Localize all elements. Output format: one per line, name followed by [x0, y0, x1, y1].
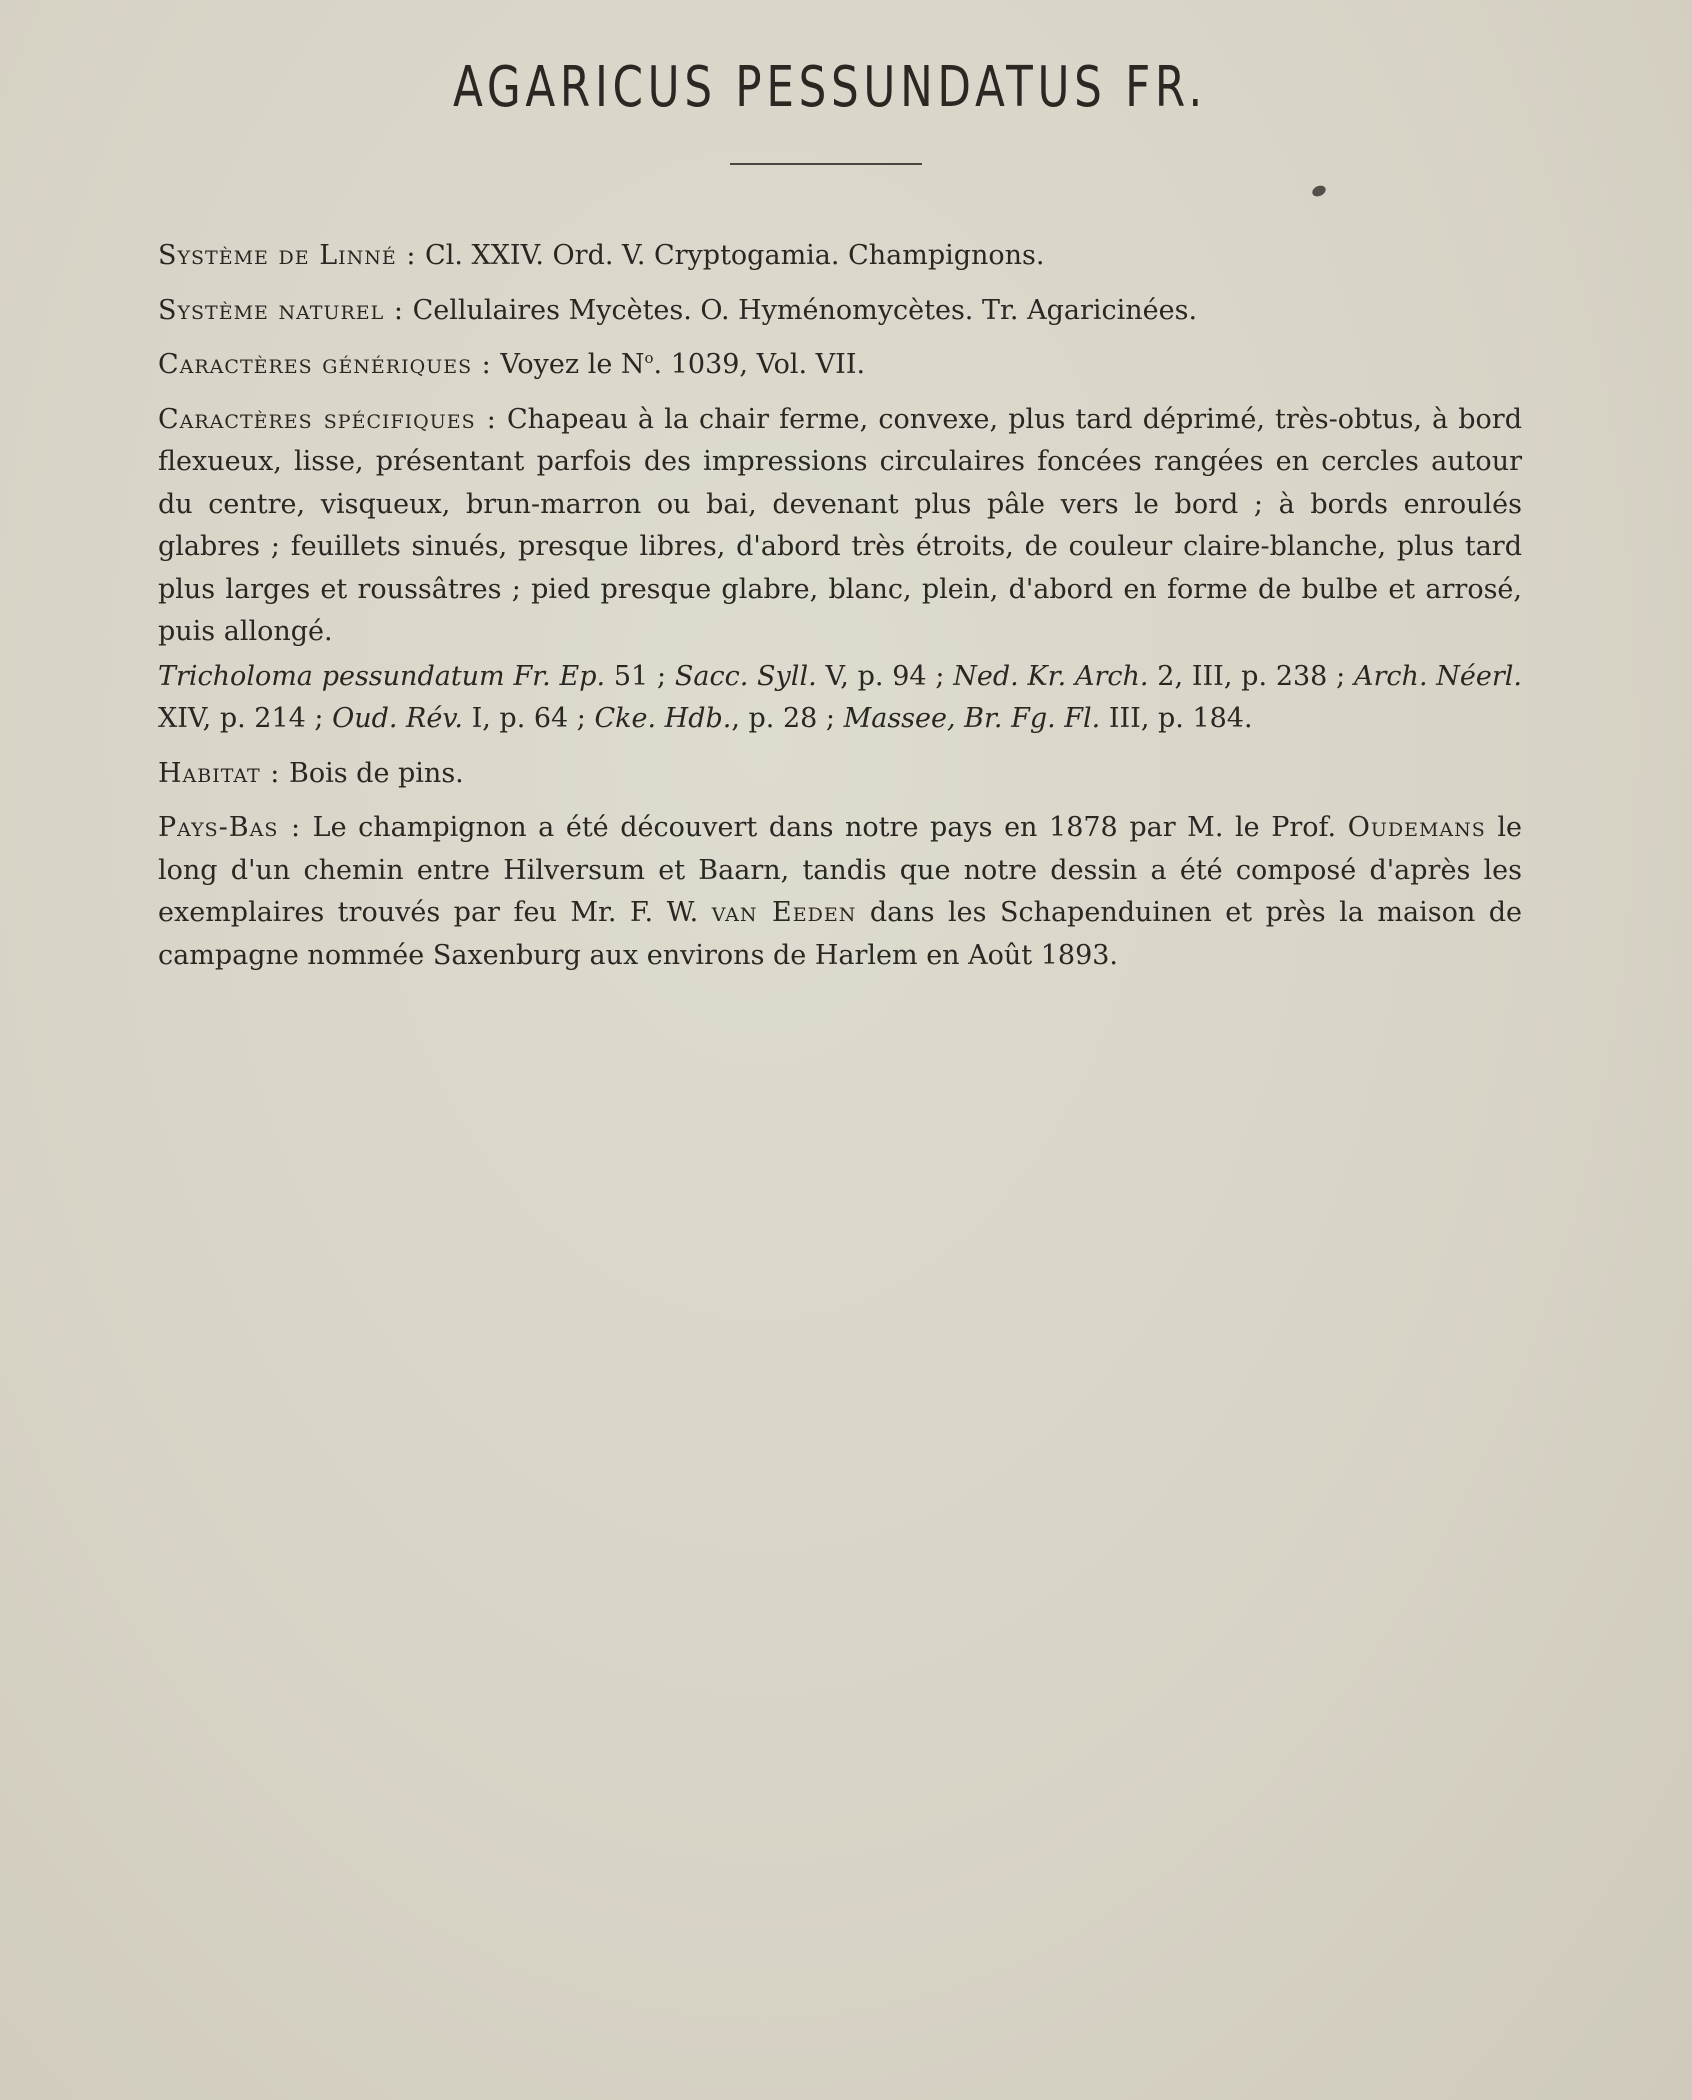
reference-7: III, p. 184.	[1100, 703, 1253, 734]
pays-bas-name-oudemans: Oudemans	[1347, 812, 1486, 843]
specifiques-text: Chapeau à la chair ferme, convexe, plus tard déprimé, très-obtus, à bord flexueux, lisse, présentant parfois des impressions circulaires foncées rangées en cercles autour du centre, visqueux, brun-marron ou bai, devenant plus pâle vers le bord ; à bords enroulés glabres ; feuillets sinués, presque libres, d'abord très étroits, de couleur claire-blanche, plus tard plus larges et roussâtres ; pied presque glabre, blanc, plein, d'abord en forme de bulbe et arrosé, puis allongé.	[158, 403, 1522, 647]
generiques-label: Caractères génériques :	[158, 349, 492, 380]
title-rule	[730, 163, 922, 165]
pays-bas-text-1: Le champignon a été découvert dans notre pays en 1878 par M. le Prof.	[312, 812, 1348, 843]
generiques-text-after: . 1039, Vol. VII.	[653, 349, 866, 380]
naturel-paragraph	[130, 290, 1522, 333]
reference-5-title: Oud. Rév.	[332, 703, 463, 734]
reference-1: 51 ;	[605, 660, 675, 692]
habitat-text: Bois de pins.	[289, 757, 464, 789]
body-text	[130, 235, 1522, 989]
pays-bas-name-van-eeden: van Eeden	[711, 897, 857, 928]
reference-3-title: Ned. Kr. Arch.	[953, 660, 1149, 692]
reference-3: 2, III, p. 238 ;	[1148, 660, 1355, 692]
ink-speck	[1311, 184, 1328, 199]
naturel-label: Système naturel :	[158, 294, 404, 326]
habitat-paragraph	[130, 753, 1522, 796]
reference-4-title: Arch. Néerl.	[1354, 660, 1523, 692]
linne-text: Cl. XXIV. Ord. V. Cryptogamia. Champignons.	[425, 240, 1045, 271]
generiques-text-before: Voyez le N	[500, 349, 645, 380]
habitat-label: Habitat :	[158, 757, 281, 789]
reference-4: XIV, p. 214 ;	[158, 703, 333, 734]
pays-bas-label: Pays-Bas :	[158, 812, 302, 843]
generiques-sup: o	[644, 349, 654, 367]
reference-5: I, p. 64 ;	[463, 703, 595, 734]
pays-bas-paragraph	[130, 807, 1522, 977]
linne-label: Système de Linné :	[158, 240, 417, 271]
references-paragraph	[130, 656, 1522, 741]
reference-2-title: Sacc. Syll.	[674, 660, 817, 692]
reference-7-title: Massee, Br. Fg. Fl.	[843, 703, 1101, 734]
page-title: AGARICUS PESSUNDATUS FR.	[453, 55, 1207, 120]
specifiques-label: Caractères spécifiques :	[158, 403, 497, 435]
reference-2: V, p. 94 ;	[816, 660, 954, 692]
generiques-paragraph	[130, 344, 1522, 387]
reference-6: , p. 28 ;	[731, 703, 844, 734]
specifiques-paragraph	[130, 399, 1522, 654]
reference-6-title: Cke. Hdb.	[594, 703, 732, 734]
pays-bas-text-2: le long d'un chemin entre Hilversum et Baarn, tandis que notre dessin a été composé d'après les exemplaires trouvés par feu Mr. F. W.	[158, 812, 1522, 928]
naturel-text: Cellulaires Mycètes. O. Hyménomycètes. Tr. Agaricinées.	[412, 294, 1198, 326]
linne-paragraph	[130, 235, 1522, 278]
reference-1-title: Tricholoma pessundatum Fr. Ep.	[158, 660, 606, 692]
pays-bas-text-3: dans les Schapenduinen et près la maison de campagne nommée Saxenburg aux environs de Harlem en Août 1893.	[158, 897, 1522, 971]
